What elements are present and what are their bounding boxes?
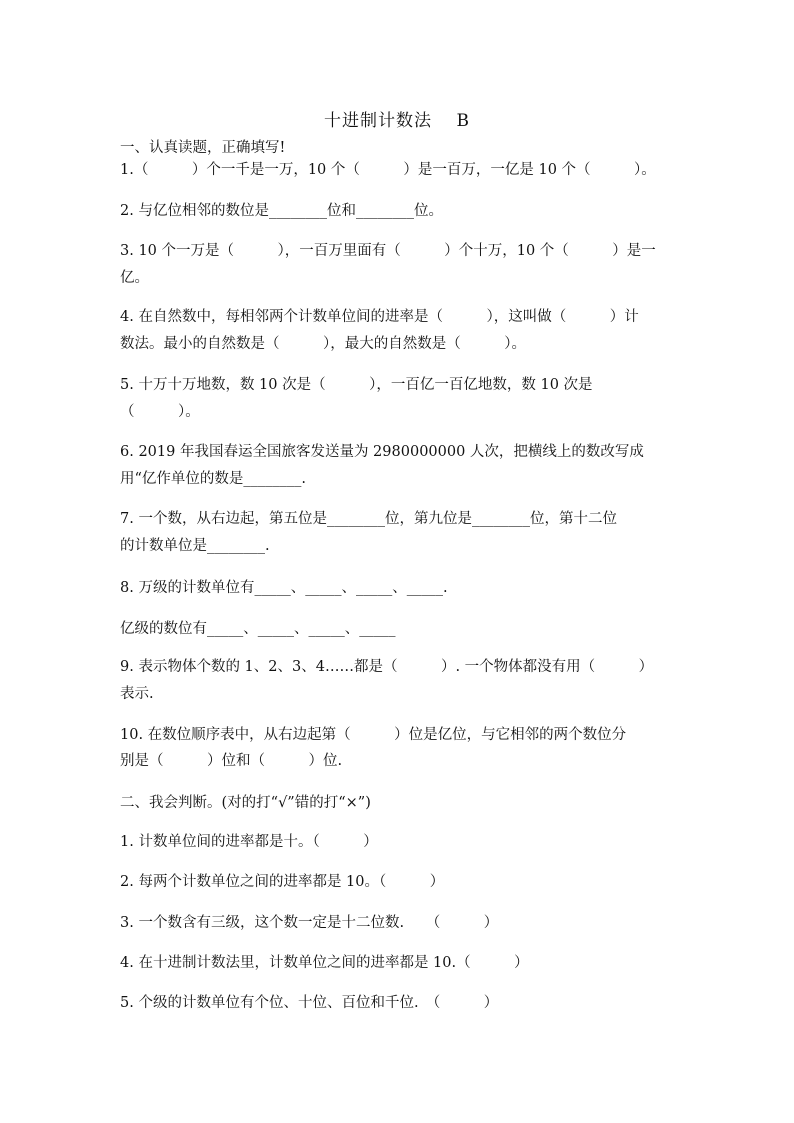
judge-1: 1. 计数单位间的进率都是十。（ ） (120, 834, 378, 850)
judge-4: 4. 在十进制计数法里，计数单位之间的进率都是 10.（ ） (120, 955, 529, 971)
judge-3: 3. 一个数含有三级，这个数一定是十二位数. （ ） (120, 915, 499, 931)
question-10-cont: 别是（ ）位和（ ）位. (120, 753, 343, 769)
question-8-cont: 亿级的数位有_____、_____、_____、_____ (120, 621, 396, 637)
question-3: 3. 10 个一万是（ ），一百万里面有（ ）个十万，10 个（ ）是一 (120, 243, 656, 259)
page-title: 十进制计数法 B (324, 111, 470, 131)
question-10: 10. 在数位顺序表中，从右边起第（ ）位是亿位，与它相邻的两个数位分 (120, 727, 627, 743)
question-5: 5. 十万十万地数，数 10 次是（ ），一百亿一百亿地数，数 10 次是 (120, 377, 593, 393)
question-6-cont: 用“亿作单位的数是________. (120, 471, 307, 487)
question-5-cont: （ ）。 (120, 404, 200, 420)
judge-5: 5. 个级的计数单位有个位、十位、百位和千位. （ ） (120, 995, 499, 1011)
judge-2: 2. 每两个计数单位之间的进率都是 10。（ ） (120, 874, 445, 890)
question-4: 4. 在自然数中，每相邻两个计数单位间的进率是（ ），这叫做（ ）计 (120, 309, 639, 325)
question-7-cont: 的计数单位是________. (120, 538, 270, 554)
section-heading-fill: 一、认真读题，正确填写! (120, 140, 286, 156)
question-9-cont: 表示. (120, 686, 154, 702)
question-8: 8. 万级的计数单位有_____、_____、_____、_____. (120, 580, 448, 596)
question-2: 2. 与亿位相邻的数位是________位和________位。 (120, 203, 443, 219)
question-3-cont: 亿。 (120, 270, 149, 286)
question-4-cont: 数法。最小的自然数是（ ），最大的自然数是（ ）。 (120, 336, 526, 352)
question-7: 7. 一个数，从右边起，第五位是________位，第九位是________位，第十二位 (120, 511, 617, 527)
question-6: 6. 2019 年我国春运全国旅客发送量为 2980000000 人次，把横线上的数改写成 (120, 444, 644, 460)
question-9: 9. 表示物体个数的 1、2、3、4……都是（ ）. 一个物体都没有用（ ） (120, 659, 654, 675)
section-heading-judge: 二、我会判断。(对的打“√”错的打“×”) (120, 795, 371, 811)
question-1: 1.（ ）个一千是一万，10 个（ ）是一百万，一亿是 10 个（ ）。 (120, 162, 656, 178)
